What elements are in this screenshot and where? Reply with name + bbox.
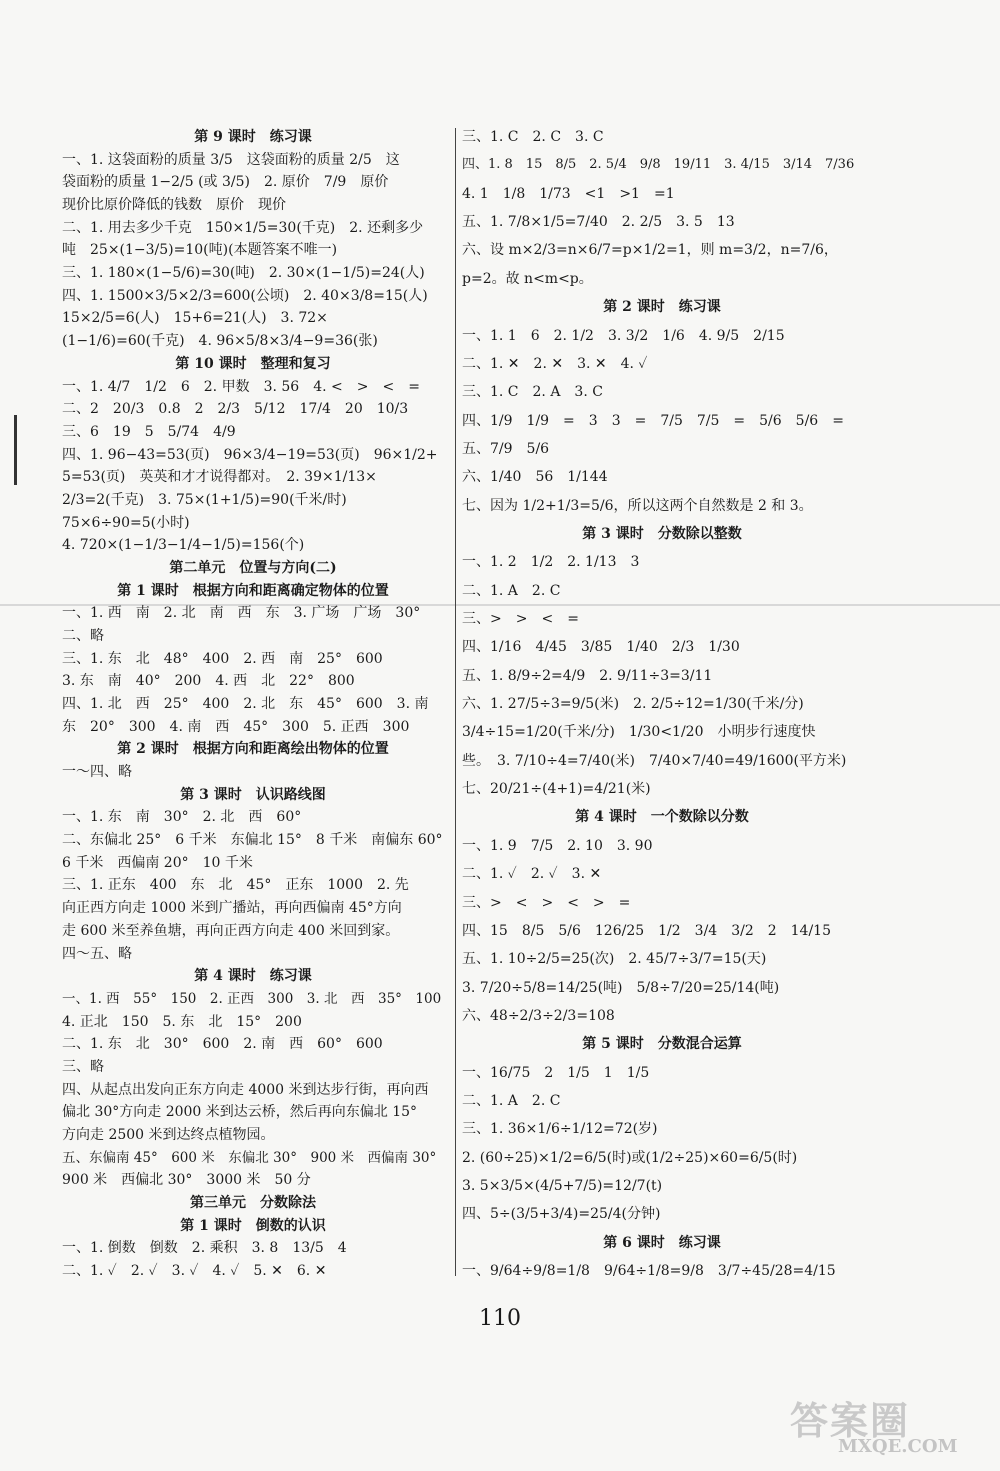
section-title: 第 4 课时 练习课 bbox=[194, 968, 312, 985]
answer-line: 六、1/40 56 1/144 bbox=[462, 469, 608, 486]
section-title: 第 9 课时 练习课 bbox=[194, 129, 312, 145]
answer-line: 4. 720×(1−1/3−1/4−1/5)=156(个) bbox=[62, 537, 305, 554]
answer-line: 三、> < > < > = bbox=[462, 894, 631, 911]
answer-line: 五、1. 7/8×1/5=7/40 2. 2/5 3. 5 13 bbox=[462, 214, 735, 231]
answer-line: 七、因为 1/2+1/3=5/6，所以这两个自然数是 2 和 3。 bbox=[462, 497, 813, 514]
section-title: 第 10 课时 整理和复习 bbox=[175, 355, 331, 372]
answer-line: 三、1. 36×1/6÷1/12=72(岁) bbox=[462, 1121, 658, 1138]
answer-line: 4. 1 1/8 1/73 <1 >1 =1 bbox=[462, 185, 675, 202]
answer-line: 3. 7/20÷5/8=14/25(吨) 5/8÷7/20=25/14(吨) bbox=[462, 979, 780, 996]
answer-line: 二、1. 用去多少千克 150×1/5=30(千克) 2. 还剩多少 bbox=[62, 219, 424, 236]
answer-line: 偏北 30°方向走 2000 米到达云桥，然后再向东偏北 15° bbox=[62, 1104, 418, 1121]
answer-line: 六、48÷2/3÷2/3=108 bbox=[462, 1007, 615, 1024]
answer-line: 一、1. 倒数 倒数 2. 乘积 3. 8 13/5 4 bbox=[62, 1240, 347, 1257]
section-title: 第二单元 位置与方向(二) bbox=[169, 559, 337, 576]
answer-line: 三、1. 东 北 48° 400 2. 西 南 25° 600 bbox=[62, 650, 383, 667]
section-title: 第三单元 分数除法 bbox=[190, 1195, 316, 1211]
answer-line: 二、1. ✓ 2. ✓ 3. ✓ 4. ✓ 5. ✕ 6. ✕ bbox=[62, 1263, 327, 1279]
answer-line: 些。 3. 7/10÷4=7/40(米) 7/40×7/40=49/1600(平方米) bbox=[462, 752, 847, 769]
answer-line: 现价比原价降低的钱数 原价 现价 bbox=[62, 197, 286, 213]
answer-line: 四、从起点出发向正东方向走 4000 米到达步行街，再向西 bbox=[62, 1081, 429, 1098]
answer-line: 五、7/9 5/6 bbox=[462, 440, 550, 457]
answer-line: 4. 正北 150 5. 东 北 15° 200 bbox=[62, 1013, 302, 1030]
answer-line: 方向走 2500 米到达终点植物园。 bbox=[62, 1126, 275, 1143]
answer-line: 二、1. 东 北 30° 600 2. 南 西 60° 600 bbox=[62, 1036, 383, 1053]
answer-line: 三、6 19 5 5/74 4/9 bbox=[62, 423, 236, 440]
answer-line: 一、1. 西 55° 150 2. 正西 300 3. 北 西 35° 100 bbox=[62, 990, 442, 1007]
section-title: 第 2 课时 根据方向和距离绘出物体的位置 bbox=[117, 741, 389, 758]
answer-line: 三、1. C 2. A 3. C bbox=[462, 384, 603, 401]
answer-line: 二、1. ✓ 2. ✓ 3. ✕ bbox=[462, 866, 602, 883]
answer-line: 四、15 8/5 5/6 126/25 1/2 3/4 3/2 2 14/15 bbox=[462, 922, 831, 939]
watermark-url: MXQE.COM bbox=[838, 1436, 958, 1457]
section-title: 第 6 课时 练习课 bbox=[603, 1234, 721, 1251]
answer-line: 一、1. 4/7 1/2 6 2. 甲数 3. 56 4. < > < = bbox=[62, 378, 420, 395]
answer-line: 一、1. 东 南 30° 2. 北 西 60° bbox=[62, 809, 302, 826]
answer-line: 15×2/5=6(人) 15+6=21(人) 3. 72× bbox=[62, 310, 328, 327]
section-title: 第 1 课时 倒数的认识 bbox=[180, 1217, 326, 1234]
answer-line: 二、1. A 2. C bbox=[462, 1092, 561, 1109]
answer-line: 3/4÷15=1/20(千米/分) 1/30<1/20 小明步行速度快 bbox=[462, 724, 816, 741]
answer-line: p=2。故 n<m<p。 bbox=[462, 270, 593, 287]
answer-line: 六、设 m×2/3=n×6/7=p×1/2=1，则 m=3/2，n=7/6， bbox=[462, 242, 838, 259]
answer-line: 四、1. 8 15 8/5 2. 5/4 9/8 19/11 3. 4/15 3/14 7/36 bbox=[462, 157, 855, 173]
answer-line: 一、1. 这袋面粉的质量 3/5 这袋面粉的质量 2/5 这 bbox=[62, 151, 400, 168]
answer-line: 二、2 20/3 0.8 2 2/3 5/12 17/4 20 10/3 bbox=[62, 401, 409, 418]
answer-line: 一、1. 2 1/2 2. 1/13 3 bbox=[462, 554, 640, 571]
answer-line: 2. (60÷25)×1/2=6/5(时)或(1/2÷25)×60=6/5(时) bbox=[462, 1149, 798, 1166]
answer-line: 五、1. 8/9÷2=4/9 2. 9/11÷3=3/11 bbox=[462, 667, 713, 684]
column-divider bbox=[455, 128, 456, 1276]
answer-line: 一、9/64÷9/8=1/8 9/64÷1/8=9/8 3/7÷45/28=4/15 bbox=[462, 1263, 836, 1279]
answer-line: 三、1. 180×(1−5/6)=30(吨) 2. 30×(1−1/5)=24(人) bbox=[62, 265, 425, 282]
answer-line: 75×6÷90=5(小时) bbox=[62, 514, 190, 531]
answer-line: 走 600 米至养鱼塘，再向正西方向走 400 米回到家。 bbox=[62, 922, 400, 939]
answer-line: 吨 25×(1−3/5)=10(吨)(本题答案不唯一) bbox=[62, 242, 338, 259]
answer-line: 900 米 西偏北 30° 3000 米 50 分 bbox=[62, 1172, 311, 1189]
answer-line: 四、1. 北 西 25° 400 2. 北 东 45° 600 3. 南 bbox=[62, 696, 429, 712]
watermark bbox=[790, 1390, 990, 1460]
watermark-brand: 答案圈 bbox=[790, 1398, 911, 1443]
answer-line: 三、1. C 2. C 3. C bbox=[462, 129, 604, 145]
answer-line: 六、1. 27/5÷3=9/5(米) 2. 2/5÷12=1/30(千米/分) bbox=[462, 696, 804, 712]
answer-line: 一～四、略 bbox=[62, 764, 132, 780]
answer-line: 七、20/21÷(4+1)=4/21(米) bbox=[462, 781, 651, 798]
answer-line: 一、1. 西 南 2. 北 南 西 东 3. 广场 广场 30° bbox=[62, 605, 421, 622]
answer-line: 东 20° 300 4. 南 西 45° 300 5. 正西 300 bbox=[62, 718, 410, 735]
section-title: 第 4 课时 一个数除以分数 bbox=[575, 809, 749, 826]
answer-line: 四、1/16 4/45 3/85 1/40 2/3 1/30 bbox=[462, 639, 740, 656]
answer-line: 一、16/75 2 1/5 1 1/5 bbox=[462, 1064, 650, 1081]
answer-line: 五、东偏南 45° 600 米 东偏北 30° 900 米 西偏南 30° bbox=[62, 1149, 437, 1166]
answer-line: 向正西方向走 1000 米到广播站，再向西偏南 45°方向 bbox=[62, 900, 402, 917]
page-number: 110 bbox=[479, 1306, 521, 1331]
answer-line: (1−1/6)=60(千克) 4. 96×5/8×3/4−9=36(张) bbox=[62, 333, 378, 350]
answer-line: 一、1. 1 6 2. 1/2 3. 3/2 1/6 4. 9/5 2/15 bbox=[462, 327, 785, 344]
answer-line: 四、1. 96−43=53(页) 96×3/4−19=53(页) 96×1/2+ bbox=[62, 446, 438, 463]
section-title: 第 3 课时 分数除以整数 bbox=[582, 525, 742, 542]
margin-mark bbox=[14, 415, 17, 485]
section-title: 第 2 课时 练习课 bbox=[603, 299, 721, 316]
answer-line: 四、1/9 1/9 = 3 3 = 7/5 7/5 = 5/6 5/6 = bbox=[462, 412, 844, 429]
answer-line: 二、1. ✕ 2. ✕ 3. ✕ 4. ✓ bbox=[462, 355, 648, 372]
answer-line: 5=53(页) 英英和才才说得都对。 2. 39×1/13× bbox=[62, 469, 377, 486]
answer-line: 6 千米 西偏南 20° 10 千米 bbox=[62, 854, 253, 871]
answer-line: 一、1. 9 7/5 2. 10 3. 90 bbox=[462, 837, 653, 854]
answer-line: 四、1. 1500×3/5×2/3=600(公顷) 2. 40×3/8=15(人) bbox=[62, 287, 428, 304]
answer-line: 四、5÷(3/5+3/4)=25/4(分钟) bbox=[462, 1206, 661, 1223]
section-title: 第 1 课时 根据方向和距离确定物体的位置 bbox=[117, 582, 389, 599]
answer-line: 二、东偏北 25° 6 千米 东偏北 15° 8 千米 南偏东 60° bbox=[62, 832, 443, 849]
answer-line: 四～五、略 bbox=[62, 945, 132, 962]
answer-line: 五、1. 10÷2/5=25(次) 2. 45/7÷3/7=15(天) bbox=[462, 951, 767, 968]
answer-line: 2/3=2(千克) 3. 75×(1+1/5)=90(千米/时) bbox=[62, 491, 347, 508]
answer-line: 三、略 bbox=[62, 1058, 104, 1075]
section-title: 第 5 课时 分数混合运算 bbox=[582, 1036, 742, 1053]
answer-line: 袋面粉的质量 1−2/5 (或 3/5) 2. 原价 7/9 原价 bbox=[62, 174, 389, 191]
answer-line: 二、略 bbox=[62, 628, 104, 644]
answer-line: 三、1. 正东 400 东 北 45° 正东 1000 2. 先 bbox=[62, 877, 409, 894]
answer-line: 3. 东 南 40° 200 4. 西 北 22° 800 bbox=[62, 673, 355, 690]
answer-line: 三、> > < = bbox=[462, 611, 579, 627]
answer-line: 二、1. A 2. C bbox=[462, 582, 561, 599]
section-title: 第 3 课时 认识路线图 bbox=[180, 786, 326, 803]
answer-line: 3. 5×3/5×(4/5+7/5)=12/7(t) bbox=[462, 1178, 663, 1194]
